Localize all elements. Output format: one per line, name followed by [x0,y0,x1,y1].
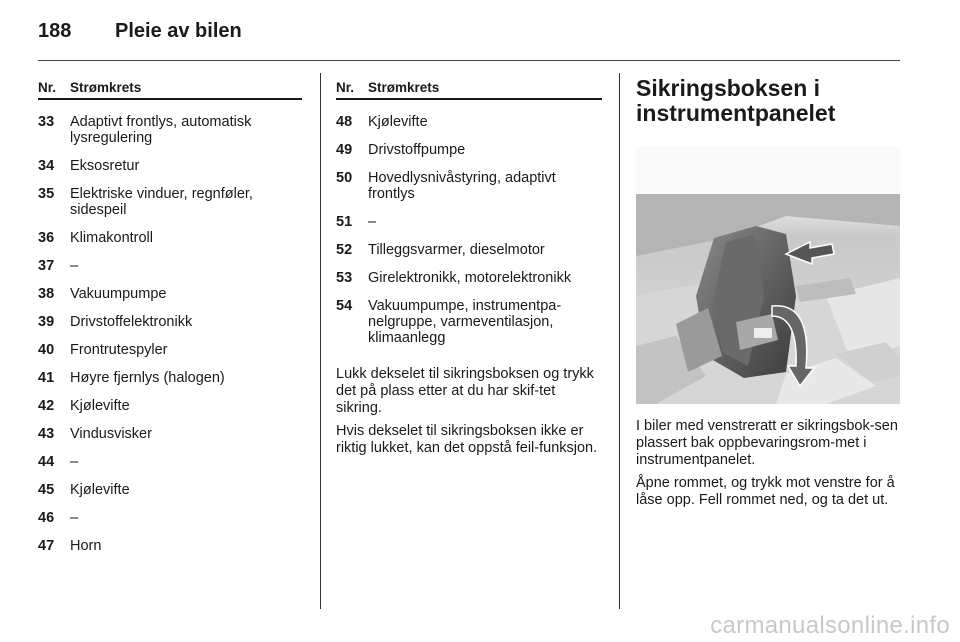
fuse-circuit: Adaptivt frontlys, automatisk lysregulering [70,114,252,146]
fuse-circuit: – [70,258,79,274]
fuse-circuit: Elektriske vinduer, regnføler, sidespeil [70,186,253,218]
fuse-circuit: Hovedlysnivåstyring, adaptivt frontlys [368,170,556,202]
fuse-number: 46 [38,510,55,526]
table-row [38,302,302,330]
fuse-box-drawing [636,146,900,404]
table-row [38,146,302,174]
table-row [38,470,302,498]
fuse-number: 43 [38,426,55,442]
unlock-paragraph: Åpne rommet, og trykk mot venstre for å låse opp. Fell rommet ned, og ta det ut. [636,475,895,508]
table-row [38,274,302,302]
fuse-rows-right [336,100,602,346]
table-row [38,218,302,246]
table-row [38,358,302,386]
table-row [336,230,602,258]
page-header [38,20,242,46]
fuse-circuit: Klimakontroll [70,230,153,246]
table-header [38,78,302,100]
column-divider-2 [619,73,620,609]
fuse-number: 52 [336,242,353,258]
fuse-circuit: – [70,454,79,470]
table-header [336,78,602,100]
fuse-number: 33 [38,114,55,130]
fuse-circuit: Kjølevifte [368,114,428,130]
fuse-number: 36 [38,230,55,246]
fuse-circuit: Kjølevifte [70,482,130,498]
fuse-circuit: Horn [70,538,102,554]
watermark: carmanualsonline.info [710,612,950,639]
fuse-number: 38 [38,286,55,302]
fuse-number: 51 [336,214,353,230]
table-row [38,442,302,470]
column-divider-1 [320,73,321,609]
fuse-circuit: Girelektronikk, motorelektronikk [368,270,572,286]
fuse-number: 44 [38,454,55,470]
table-row [38,526,302,554]
table-row [38,102,302,146]
fuse-circuit: Kjølevifte [70,398,130,414]
fuse-number: 34 [38,158,55,174]
table-row [336,258,602,286]
fuse-circuit: Tilleggsvarmer, dieselmotor [368,242,545,258]
cover-warning-paragraph: Hvis dekselet til sikringsboksen ikke er riktig lukket, kan det oppstå feil-funksjon. [336,423,598,456]
fuse-number: 47 [38,538,55,554]
header-divider [38,60,900,61]
fuse-box-illustration [636,146,900,404]
instrument-panel-section [636,76,902,509]
page-number: 188 [38,20,72,42]
cover-close-paragraph: Lukk dekselet til sikringsboksen og trykk det på plass etter at du har skif-tet sikring. [336,366,594,416]
fuse-number: 39 [38,314,55,330]
fuse-number: 40 [38,342,55,358]
fuse-table-left [38,78,302,554]
table-row [336,102,602,130]
fuse-circuit: Vakuumpumpe, instrumentpa-nelgruppe, varmeventilasjon, klimaanlegg [368,298,562,346]
fuse-number: 37 [38,258,55,274]
table-row [336,130,602,158]
fuse-number: 50 [336,170,353,186]
table-row [38,498,302,526]
fuse-circuit: Drivstoffpumpe [368,142,466,158]
fuse-circuit: Vakuumpumpe [70,286,167,302]
table-row [336,286,602,346]
fuse-circuit: Vindusvisker [70,426,152,442]
fuse-number: 42 [38,398,55,414]
fuse-table-right [336,78,602,457]
column-header-nr: Nr. [38,80,57,95]
fuse-circuit: – [70,510,79,526]
fuse-number: 41 [38,370,55,386]
fuse-number: 35 [38,186,55,202]
column-header-nr: Nr. [336,80,355,95]
page-title: Pleie av bilen [115,20,242,42]
table-row [38,246,302,274]
table-row [336,158,602,202]
fuse-number: 54 [336,298,353,314]
fuse-circuit: Drivstoffelektronikk [70,314,193,330]
table-row [336,202,602,230]
table-row [38,414,302,442]
column-header-circuit: Strømkrets [70,80,142,95]
fuse-circuit: Eksosretur [70,158,140,174]
table-row [38,174,302,218]
section-title: Sikringsboksen i instrumentpanelet [636,75,836,126]
location-paragraph: I biler med venstreratt er sikringsbok-sen plassert bak oppbevaringsrom-met i instrumentpanelet. [636,418,898,468]
column-header-circuit: Strømkrets [368,80,440,95]
table-row [38,330,302,358]
fuse-number: 45 [38,482,55,498]
fuse-circuit: Frontrutespyler [70,342,168,358]
fuse-circuit: – [368,214,377,230]
fuse-circuit: Høyre fjernlys (halogen) [70,370,225,386]
fuse-number: 49 [336,142,353,158]
table-row [38,386,302,414]
fuse-number: 53 [336,270,353,286]
fuse-number: 48 [336,114,353,130]
fuse-rows-left [38,100,302,554]
